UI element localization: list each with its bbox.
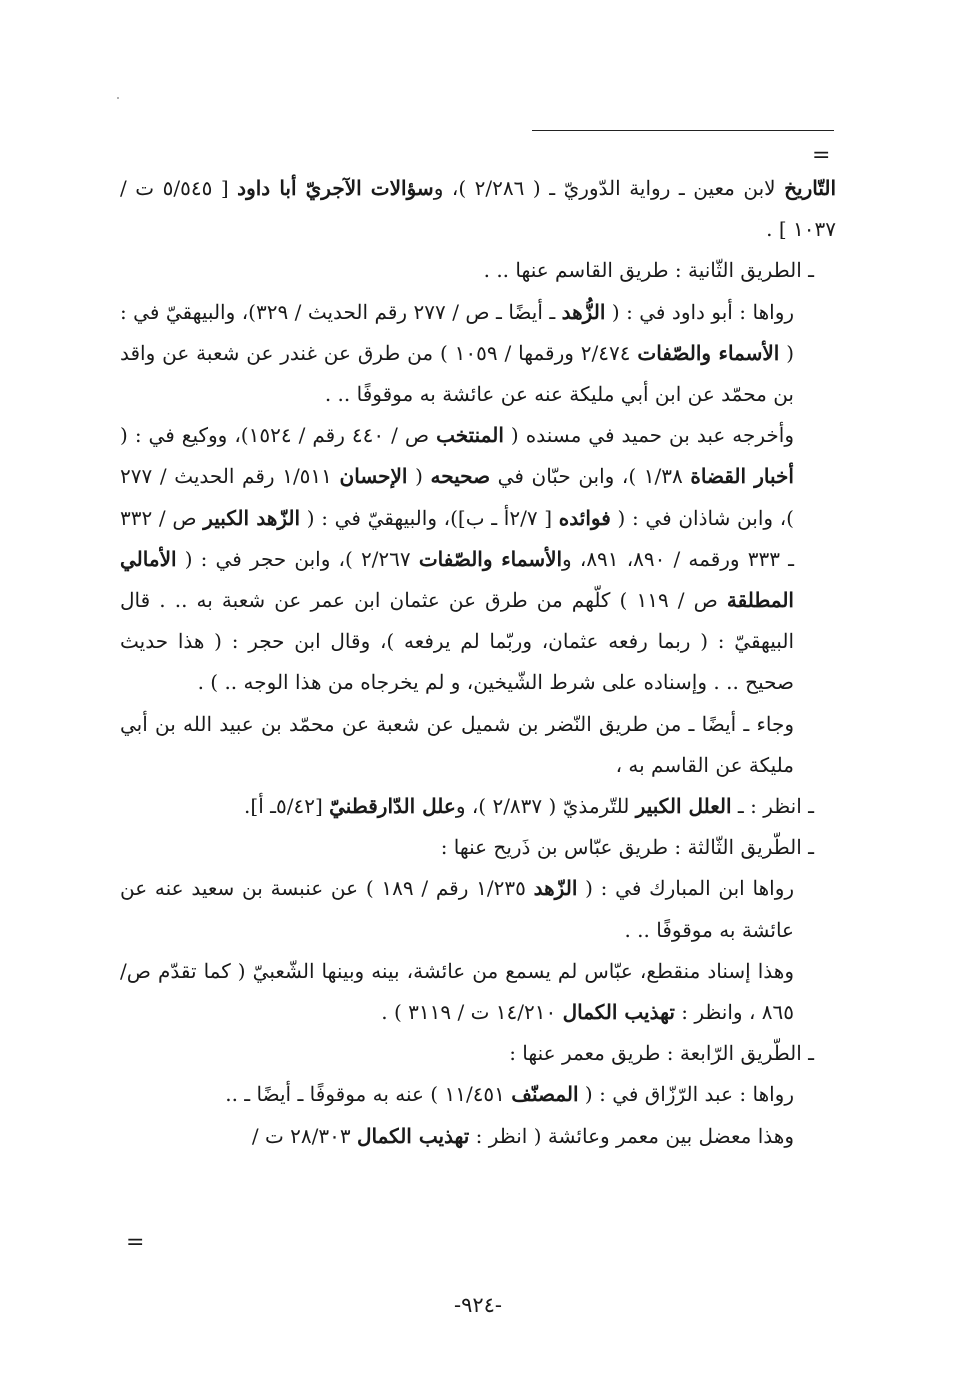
text-run: وهذا معضل بين معمر وعائشة ( انظر : bbox=[469, 1123, 794, 1148]
paragraph bbox=[120, 168, 836, 250]
bold-reference: الأسماء والصّفات bbox=[418, 546, 563, 571]
text-run: رواها : أبو داود في : ( bbox=[605, 299, 795, 324]
text-run: ـ الطّريق الثّالثة : طريق عبّاس بن ذَريح عنها : bbox=[440, 835, 814, 860]
bold-reference: الأسماء والصّفات bbox=[637, 340, 780, 365]
text-run: للتّرمذيّ ( ٢/٨٣٧ )، و bbox=[455, 794, 636, 819]
text-run: ١/٣٨ )، وابن حبّان في bbox=[490, 464, 691, 489]
text-run: رواها ابن المبارك في : ( bbox=[577, 876, 795, 901]
bold-reference: صحيحه bbox=[430, 464, 491, 489]
paragraph bbox=[120, 827, 836, 868]
scan-speck bbox=[117, 97, 119, 99]
paragraph bbox=[120, 1116, 836, 1157]
text-run: ـ انظر : ـ bbox=[731, 794, 814, 819]
bold-reference: تهذيب الكمال bbox=[356, 1123, 470, 1148]
paragraph bbox=[120, 1033, 836, 1074]
bold-reference: الزّهد bbox=[533, 876, 578, 901]
bold-reference: الزُّهد bbox=[561, 299, 606, 324]
paragraph bbox=[120, 951, 836, 1033]
bold-reference: المصنّف bbox=[511, 1082, 579, 1107]
text-run: رواها : عبد الرّزّاق في : ( bbox=[578, 1082, 794, 1107]
text-run: ص / ٤٤٠ رقم / ١٥٢٤)، ووكيع في : ( bbox=[120, 423, 437, 448]
text-run: [ ٥/٥٤٥ ت / ١٠٣٧ ] . bbox=[120, 176, 836, 242]
footnote-text-body bbox=[120, 168, 836, 1157]
bold-reference: الأمالي المطلقة bbox=[120, 546, 794, 613]
bold-reference: أخبار القضاة bbox=[690, 464, 794, 489]
paragraph bbox=[120, 292, 836, 416]
bold-reference: تهذيب الكمال bbox=[562, 1000, 675, 1025]
paragraph bbox=[120, 704, 836, 786]
text-run: ٢/٢٦٧ )، وابن حجر في : ( bbox=[176, 546, 419, 571]
text-run: ص / ٣٣٢ ـ ٣٣٣ ورقمه / ٨٩٠، ٨٩١، و bbox=[120, 505, 794, 571]
text-run: ١/٢٣٥ رقم / ١٨٩ ) عن عنبسة بن سعيد عنه عن عائشة به موقوفًا .. . bbox=[120, 876, 794, 942]
text-run: ١٤/٢١٠ ت / ٣١١٩ ) . bbox=[381, 1000, 563, 1025]
bold-reference: التّاريخ bbox=[784, 176, 837, 200]
continuation-mark-bottom: = bbox=[126, 1230, 145, 1255]
bold-reference: العلل الكبير bbox=[635, 794, 732, 819]
text-run: [ ٢/٧أ ـ ب])، والبيهقيّ في : ( bbox=[300, 505, 559, 530]
paragraph bbox=[120, 786, 836, 827]
paragraph bbox=[120, 415, 836, 703]
text-run: ٢٨/٣٠٣ ت / bbox=[251, 1123, 357, 1148]
text-run: وأخرجه عبد بن حميد في مسنده ( bbox=[503, 423, 794, 448]
text-run: وجاء ـ أيضًا ـ من طريق النّضر بن شميل عن شعبة عن محمّد بن عبيد الله بن أبي مليكة عن القاسم به ، bbox=[120, 711, 794, 777]
footnote-separator-rule bbox=[532, 130, 834, 131]
bold-reference: المنتخب bbox=[436, 423, 504, 448]
bold-reference: الإحسان bbox=[339, 464, 408, 489]
text-run: وهذا إسناد منقطع، عبّاس لم يسمع من عائشة، بينه وبينها الشّعبيّ ( كما تقدّم ص/ ٨٦٥ ، وانظر : bbox=[120, 958, 794, 1025]
bold-reference: سؤالات الآجريّ أبا داود bbox=[237, 176, 434, 200]
text-run: لابن معين ـ رواية الدّوريّ ـ ( ٢/٢٨٦ )، و bbox=[433, 176, 785, 200]
paragraph bbox=[120, 1074, 836, 1115]
continuation-mark-top: = bbox=[812, 143, 831, 168]
text-run: ١/٥١١ رقم الحديث / ٢٧٧ )، وابن شاذان في : ( bbox=[120, 464, 794, 530]
page-number: -٩٢٤- bbox=[453, 1293, 503, 1317]
paragraph bbox=[120, 868, 836, 950]
text-run: [٥/٤٢ـ أ]. bbox=[244, 794, 330, 819]
bold-reference: علل الدّارقطنيّ bbox=[329, 794, 456, 819]
text-run: ص / ١١٩ ) كلّهم من طرق عن عثمان ابن عمر عن شعبة به .. . قال البيهقيّ : ( ربما رفعه عثمان، وربّما لم يرفعه )، وقال ابن حجر : ( هذا حديث صحيح .. . وإسناده على شرط الشّيخين، و لم يخرجاه من هذا الوجه .. ) . bbox=[120, 588, 794, 695]
text-run: ـ أيضًا ـ ص / ٢٧٧ رقم الحديث / ٣٢٩)، والبيهقيّ في : ( bbox=[120, 299, 795, 365]
paragraph bbox=[120, 250, 836, 291]
text-run: ـ الطريق الثّانية : طريق القاسم عنها .. . bbox=[483, 258, 814, 283]
text-run: ( bbox=[407, 464, 431, 489]
text-run: ١١/٤٥١ ) عنه به موقوفًا ـ أيضًا ـ .. bbox=[225, 1082, 512, 1107]
bold-reference: فوائده bbox=[558, 505, 611, 530]
text-run: ـ الطّريق الرّابعة : طريق معمر عنها : bbox=[509, 1041, 814, 1066]
bold-reference: الزّهد الكبير bbox=[203, 505, 301, 530]
text-run: ٢/٤٧٤ ورقمها / ١٠٥٩ ) من طرق عن غندر عن شعبة عن واقد بن محمّد عن ابن أبي مليكة عنه عن عائشة به موقوفًا .. . bbox=[120, 340, 794, 407]
